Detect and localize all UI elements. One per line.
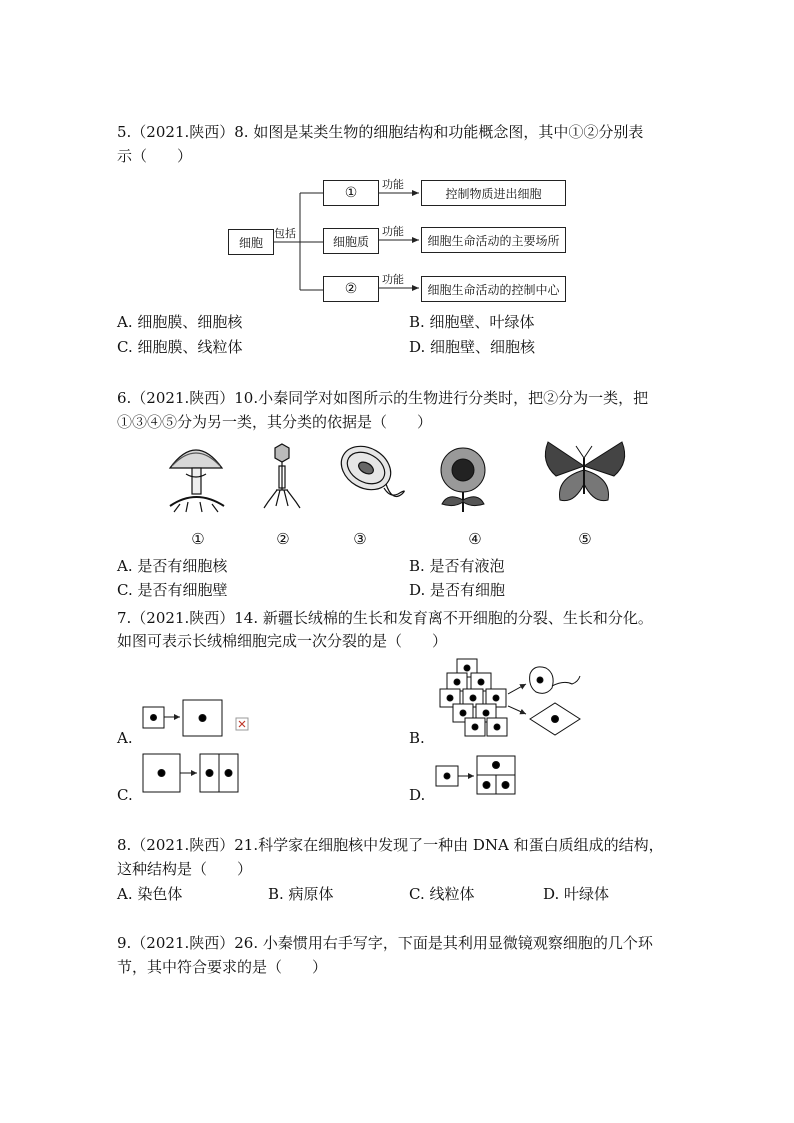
- q5-option-c: C. 细胞膜、线粒体: [117, 338, 243, 356]
- option-d-figure: [436, 756, 515, 794]
- q6-stem-line2: ①③④⑤分为另一类，其分类的依据是（ ）: [117, 413, 433, 431]
- q9-stem-line1: 9.（2021.陕西）26. 小秦惯用右手写字，下面是其利用显微镜观察细胞的几个环: [117, 934, 653, 952]
- cell-box: 细胞: [228, 229, 274, 255]
- q8-option-a: A. 染色体: [117, 885, 183, 903]
- q6-option-d: D. 是否有细胞: [409, 581, 506, 599]
- q7-label-d: D.: [409, 786, 426, 804]
- q7-stem-line1: 7.（2021.陕西）14. 新疆长绒棉的生长和发育离不开细胞的分裂、生长和分化。: [117, 609, 653, 627]
- function-box-2: 细胞生命活动的主要场所: [421, 227, 566, 253]
- q6-option-a: A. 是否有细胞核: [117, 557, 228, 575]
- q8-option-c: C. 线粒体: [409, 885, 475, 903]
- organism-label-2: ②: [276, 530, 290, 548]
- q5-option-b: B. 细胞壁、叶绿体: [409, 313, 535, 331]
- q6-option-b: B. 是否有液泡: [409, 557, 505, 575]
- q8-stem-line2: 这种结构是（ ）: [117, 860, 253, 878]
- option-b-figure: [440, 659, 580, 736]
- organism-label-4: ④: [468, 530, 482, 548]
- q7-label-a: A.: [117, 729, 133, 747]
- q6-option-c: C. 是否有细胞壁: [117, 581, 228, 599]
- function-label-1: 功能: [382, 178, 404, 191]
- option-a-figure: [143, 700, 248, 736]
- structure-2-box: ②: [323, 276, 379, 302]
- q9-stem-line2: 节，其中符合要求的是（ ）: [117, 958, 328, 976]
- q8-stem-line1: 8.（2021.陕西）21.科学家在细胞核中发现了一种由 DNA 和蛋白质组成的结构，: [117, 836, 664, 854]
- organism-label-1: ①: [191, 530, 205, 548]
- option-c-figure: [143, 754, 238, 792]
- q5-stem-line1: 5.（2021.陕西）8. 如图是某类生物的细胞结构和功能概念图，其中①②分别表: [117, 123, 644, 141]
- q7-label-b: B.: [409, 729, 425, 747]
- function-box-1: 控制物质进出细胞: [421, 180, 566, 206]
- q7-label-c: C.: [117, 786, 133, 804]
- function-label-2: 功能: [382, 225, 404, 238]
- q5-option-a: A. 细胞膜、细胞核: [117, 313, 243, 331]
- function-box-3: 细胞生命活动的控制中心: [421, 276, 566, 302]
- organism-label-5: ⑤: [578, 530, 592, 548]
- structure-1-box: ①: [323, 180, 379, 206]
- q5-option-d: D. 细胞壁、细胞核: [409, 338, 536, 356]
- q8-option-b: B. 病原体: [268, 885, 334, 903]
- function-label-3: 功能: [382, 273, 404, 286]
- q6-stem-line1: 6.（2021.陕西）10.小秦同学对如图所示的生物进行分类时，把②分为一类，把: [117, 389, 649, 407]
- q7-stem-line2: 如图可表示长绒棉细胞完成一次分裂的是（ ）: [117, 632, 448, 650]
- q5-stem-line2: 示（ ）: [117, 147, 193, 165]
- organism-label-3: ③: [353, 530, 367, 548]
- q8-option-d: D. 叶绿体: [543, 885, 610, 903]
- include-label: 包括: [274, 227, 296, 240]
- cytoplasm-box: 细胞质: [323, 228, 379, 254]
